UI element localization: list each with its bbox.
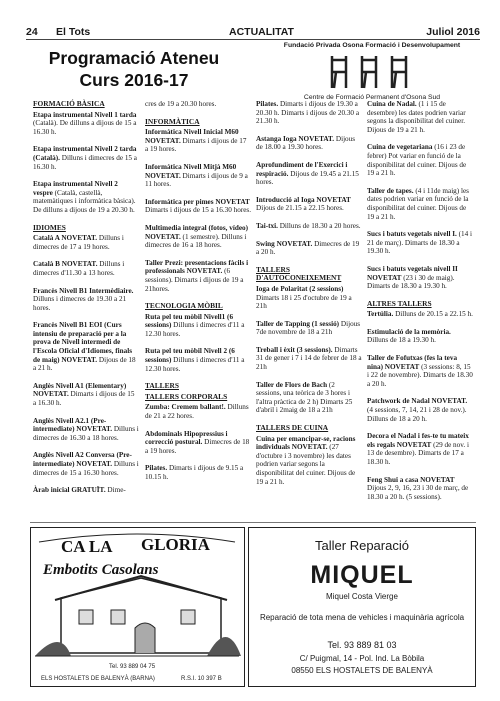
course-title: Pilates. — [256, 100, 279, 108]
section-title: TALLERS CORPORALS — [145, 391, 228, 401]
ad-right-services: Reparació de tota mena de vehicles i maquinària agrícola — [259, 613, 465, 622]
course-schedule: (3 sessions: 8, 15 i 22 de novembre). Dimarts de 18.30 a 20 h. — [367, 362, 473, 388]
course-schedule: cres de 19 a 20.30 hores. — [145, 100, 217, 108]
course-title: Informàtica Nivell Mitjà M60 NOVETAT. — [145, 162, 237, 180]
course-schedule: (16 i 23 de febrer) Pot variar en funció de la disponibilitat del cuiner. Dijous de 19 a 21 h. — [367, 143, 467, 178]
ad-subtitle: Embotits Casolans — [43, 562, 159, 578]
course-entry — [33, 111, 139, 137]
course-entry — [367, 397, 473, 423]
section-heading — [145, 393, 251, 402]
course-schedule: Dilluns i dimecres de 15 a 16.30 h. — [33, 153, 138, 171]
section-title: TALLERS DE CUINA — [256, 423, 329, 433]
course-entry — [367, 476, 473, 502]
section-name: ACTUALITAT — [229, 26, 294, 38]
course-entry — [145, 347, 251, 373]
course-schedule: (6 sessions). Dimarts i dijous de 19 a 21hores. — [145, 267, 244, 293]
course-title: Introducció al Ioga NOVETAT — [256, 195, 351, 204]
course-title: Treball i èxit (3 sessions). — [256, 345, 333, 354]
ad-right-name: MIQUEL — [310, 561, 414, 589]
course-entry — [33, 486, 139, 495]
course-entry — [256, 100, 362, 126]
course-entry — [145, 224, 251, 250]
course-title: Francès Nivell B1 Intermèdiaire. — [33, 286, 134, 295]
column-4 — [367, 100, 473, 510]
course-schedule: Dijous de 19.45 a 21.15 hores. — [256, 169, 359, 187]
course-entry — [33, 417, 139, 443]
course-title: Decora el Nadal i fes-te tu mateix els regals NOVETAT — [367, 432, 469, 449]
course-title: Etapa instrumental Nivell 2 vespre — [33, 180, 118, 197]
course-entry — [145, 128, 251, 154]
course-title: Aprofundiment de l'Exercici i respiració. — [256, 160, 348, 178]
course-title: Cuina per emancipar-se, racions individuals NOVETAT. — [256, 434, 356, 452]
course-schedule: Dilluns de 18 a 19.30 h. — [367, 336, 436, 345]
advertisements — [30, 522, 476, 688]
course-entry — [145, 464, 251, 481]
section-title: INFORMÀTICA — [145, 116, 200, 126]
course-entry — [256, 381, 362, 415]
course-title: Astanga Ioga NOVETAT. — [256, 134, 335, 143]
course-entry — [33, 287, 139, 313]
course-title: Ioga de Polaritat (2 sessions) — [256, 284, 344, 293]
course-entry — [367, 187, 473, 221]
course-title: Anglès Nivell A2 Conversa (Pre-intermediate) NOVETAT. — [33, 451, 132, 468]
course-schedule: Dimecres de 18 a 19 hores. — [145, 438, 250, 455]
course-entry — [33, 451, 139, 477]
course-title: Tai-txi. — [256, 221, 278, 230]
course-title: Taller de Tapping (1 sessió) — [256, 319, 340, 328]
course-entry — [33, 234, 139, 251]
course-title: Taller Prezi: presentacions fàcils i professionals NOVETAT. — [145, 258, 249, 276]
course-entry — [367, 143, 473, 177]
course-schedule: Dilluns i dimecres de 19.30 a 21 hores. — [33, 295, 127, 312]
course-entry — [367, 230, 473, 256]
course-title: Multimedia integral (fotos, vídeo) NOVETAT. — [145, 223, 249, 241]
course-entry — [145, 403, 251, 420]
foundation-logo — [262, 42, 482, 101]
section-heading — [367, 300, 473, 309]
publication-name: El Tots — [56, 26, 91, 38]
section-title: TECNOLOGIA MÒBIL — [145, 301, 223, 311]
section-heading — [145, 302, 251, 311]
course-schedule: Dimarts 31 de gener i 7 i 14 de febrer de 18 a 21h — [256, 345, 362, 372]
course-entry — [145, 163, 251, 189]
course-schedule: (29 de nov. i 13 de desembre). Dimarts de 17 a 18.30 h. — [367, 440, 469, 466]
course-title: Cuina de Nadal. — [367, 100, 417, 108]
course-schedule: Dimarts i dijous de 19.30 a 20.30 h. Dimarts i dijous de 20.30 a 21.30 h. — [256, 100, 360, 126]
course-entry — [33, 145, 139, 171]
course-title: Etapa instrumental Nivell 2 tarda (Català). — [33, 145, 137, 162]
ad-right-street: C/ Puigmal, 14 - Pol. Ind. La Bòbila — [299, 654, 425, 663]
section-heading — [33, 100, 139, 109]
course-schedule: (4 i 11de maig) les dates podrien variar en funció de la disponibilitat del cuiner. Dijous de 19 a 21 h. — [367, 186, 469, 221]
course-title: Taller de Fofutxas (fes la teva nina) NOVETAT — [367, 354, 458, 371]
course-schedule: Dimarts i dijous de 15 a 16.30 hores. — [145, 206, 252, 215]
page-header — [26, 26, 480, 40]
course-schedule: Dilluns i dimecres d'11 a 12.30 hores. — [145, 356, 245, 373]
ad-ca-la-gloria — [30, 527, 245, 687]
course-entry — [256, 161, 362, 187]
course-schedule: Dijous de 18 a 21 h. — [33, 355, 136, 373]
course-schedule: (27 d'octubre i 3 novembre) les dates podrien variar segons la disponibilitat del cuiner. Dijous de 19 a 21 h. — [256, 443, 356, 486]
course-entry — [33, 382, 139, 408]
course-schedule: Dijous 2, 9, 16, 23 i 30 de març, de 18.30 a 20 h. (5 sessions). — [367, 484, 469, 501]
course-title: Pilates. — [145, 464, 168, 473]
course-schedule: Dimecres de 19 a 20 h. — [256, 239, 360, 257]
course-title: Ruta pel teu mòbil Nivell 2 (6 sessions) — [145, 347, 235, 365]
course-schedule: Dilluns i dimecres de 17 a 19 hores. — [33, 234, 124, 251]
course-entry — [256, 320, 362, 337]
course-schedule: (14 i 21 de març). Dimarts de 18.30 a 19.30 h. — [367, 230, 473, 256]
course-entry — [256, 285, 362, 311]
course-schedule: Dilluns de 21 a 22 hores. — [145, 403, 249, 421]
section-title: FORMACIÓ BÀSICA — [33, 99, 105, 108]
course-entry — [145, 430, 251, 456]
section-title: TALLERS — [145, 381, 179, 391]
course-entry — [145, 313, 251, 339]
course-title: Taller de tapes. — [367, 186, 414, 195]
section-heading — [145, 382, 251, 391]
course-schedule: (Català). De dilluns a dijous de 15 a 16.30 h. — [33, 119, 137, 136]
course-schedule: Dime- — [105, 486, 126, 495]
section-heading — [145, 118, 251, 127]
course-title: Etapa instrumental Nivell 1 tarda — [33, 110, 137, 119]
course-schedule: Dijous de 18.00 a 19.30 hores. — [256, 134, 356, 152]
course-schedule: Dimarts i dijous de 9 a 11 hores. — [145, 171, 248, 189]
course-entry — [145, 100, 251, 109]
course-schedule: Dilluns i dimecres d'11.30 a 13 hores. — [33, 260, 125, 277]
course-schedule: (2 sessions, una teòrica de 3 hores i l'altra pràctica de 2 h) Dimarts 25 d'abril i 2maig de 18 a 21h — [256, 380, 353, 415]
foundation-name: Fundació Privada Osona Formació i Desenvolupament — [283, 42, 461, 49]
course-entry — [367, 100, 473, 134]
ad-left-address: ELS HOSTALETS DE BALENYÀ (BARNA) — [41, 676, 155, 682]
title-line-2: Curs 2016-17 — [79, 70, 189, 90]
course-entry — [367, 310, 473, 319]
section-heading — [256, 266, 362, 283]
course-entry — [367, 432, 473, 466]
section-title: ALTRES TALLERS — [367, 298, 432, 308]
ad-right-owner: Miquel Costa Vierge — [326, 592, 398, 601]
course-schedule: (Català, castellà, matemàtiques i informàtica bàsica). De dilluns a dijous de 19 a 20.30 h. — [33, 188, 136, 214]
course-schedule: Dilluns de 20.15 a 22.15 h. — [393, 310, 473, 319]
ad-left-registry: R.S.I. 10 397 B — [181, 676, 222, 682]
course-schedule: (23 i 30 de maig). Dimarts de 18.30 a 19.30 h. — [367, 273, 455, 291]
course-schedule: Dilluns i dimecres de 15 a 16.30 hores. — [33, 460, 139, 477]
course-title: Sucs i batuts vegetals nivell II NOVETAT — [367, 264, 458, 282]
course-title: Zumba: Cremem ballant!. — [145, 403, 226, 412]
course-title: Abdominals Hipopressius i correcció postural. — [145, 429, 228, 447]
course-schedule: (1 semestre). Dilluns i dimecres de 16 a 18 hores. — [145, 232, 247, 250]
course-entry — [33, 321, 139, 373]
course-title: Anglès Nivell A1 (Elementary) NOVETAT. — [33, 381, 127, 399]
centre-name: Centre de Formació Permanent d'Osona Sud — [303, 94, 441, 101]
issue-date: Juliol 2016 — [426, 26, 480, 38]
course-entry — [256, 222, 362, 231]
course-entry — [256, 135, 362, 152]
course-title: Francès Nivell B1 EOI (Curs intensiu de preparació per a la prova de Nivell intermedi de l'Escola Oficial d'Idiomes, finals de maig) NOVETAT. — [33, 321, 133, 364]
section-title: IDIOMES — [33, 222, 66, 232]
ad-name-b: GLORIA — [141, 535, 210, 554]
course-title: Ruta pel teu mòbil Nivell1 (6 sessions) — [145, 312, 234, 330]
course-title: Swing NOVETAT. — [256, 239, 313, 248]
section-heading — [33, 224, 139, 233]
course-title: Anglès Nivell A2.1 (Pre-intermediate) NOVETAT. — [33, 416, 113, 434]
section-title: TALLERS D'AUTOCONEIXEMENT — [256, 264, 342, 283]
course-schedule: Dimarts 18 i 25 d'octubre de 19 a 21h — [256, 293, 352, 311]
ad-left-phone: Tel. 93 889 04 75 — [109, 664, 156, 670]
course-schedule: Dilluns i dimecres de 16.30 a 18 hores. — [33, 425, 139, 442]
ad-right-heading: Taller Reparació — [315, 538, 409, 553]
course-schedule: (1 i 15 de desembre) les dates podrien variar segons la disponibilitat del cuiner. Dijous de 19 a 21 h. — [367, 100, 466, 134]
chairs-icon — [322, 52, 422, 92]
course-title: Taller de Flors de Bach — [256, 380, 328, 389]
column-3 — [256, 100, 362, 495]
course-title: Informàtica per pimes NOVETAT — [145, 197, 250, 206]
course-entry — [145, 259, 251, 293]
section-heading — [256, 424, 362, 433]
course-entry — [256, 240, 362, 257]
course-schedule: (4 sessions, 7, 14, 21 i 28 de nov.). Dilluns de 18 a 20 h. — [367, 406, 467, 423]
page-number: 24 — [26, 26, 38, 38]
course-schedule: Dimarts i dijous de 17 a 19 hores. — [145, 136, 247, 154]
column-1 — [33, 100, 139, 504]
ad-taller-miquel — [248, 527, 476, 687]
ad-right-phone: Tel. 93 889 81 03 — [327, 640, 397, 650]
course-entry — [367, 328, 473, 345]
course-title: Cuina de vegetariana — [367, 143, 433, 152]
course-entry — [145, 198, 251, 215]
course-title: Estimulació de la memòria. — [367, 327, 451, 336]
course-entry — [256, 435, 362, 487]
course-entry — [367, 265, 473, 291]
course-schedule: Dijous de 21.15 a 22.15 hores. — [256, 204, 344, 213]
course-schedule: Dijous 7de novembre de 18 a 21h — [256, 319, 361, 337]
article-title — [34, 47, 234, 91]
course-title: Feng Shui a casa NOVETAT — [367, 475, 455, 484]
ad-right-town: 08550 ELS HOSTALETS DE BALENYÀ — [291, 666, 433, 675]
course-schedule: Dilluns de 18.30 a 20 hores. — [277, 221, 361, 230]
course-schedule: Dilluns i dimecres d'11 a 12.30 hores. — [145, 321, 245, 338]
course-entry — [33, 180, 139, 214]
course-title: Àrab inicial GRATUÏT. — [33, 486, 106, 495]
column-2 — [145, 100, 251, 491]
title-line-1: Programació Ateneu — [48, 48, 220, 68]
course-title: Català A NOVETAT. — [33, 234, 98, 243]
farmhouse-illustration — [31, 528, 243, 684]
course-schedule: Dimarts i dijous de 15 a 16.30 h. — [33, 390, 135, 408]
course-entry — [256, 196, 362, 213]
course-title: Informàtica Nivell Inicial M60 NOVETAT. — [145, 128, 239, 145]
course-entry — [256, 346, 362, 372]
course-title: Sucs i batuts vegetals nivell I. — [367, 230, 457, 239]
course-entry — [33, 260, 139, 277]
course-title: Patchwork de Nadal NOVETAT. — [367, 397, 468, 406]
course-entry — [367, 354, 473, 388]
ad-name-a: CA LA — [61, 537, 113, 556]
course-title: Tertúlia. — [367, 310, 394, 319]
course-schedule: Dimarts i dijous de 9.15 a 10.15 h. — [145, 464, 244, 481]
course-title: Català B NOVETAT. — [33, 260, 98, 269]
